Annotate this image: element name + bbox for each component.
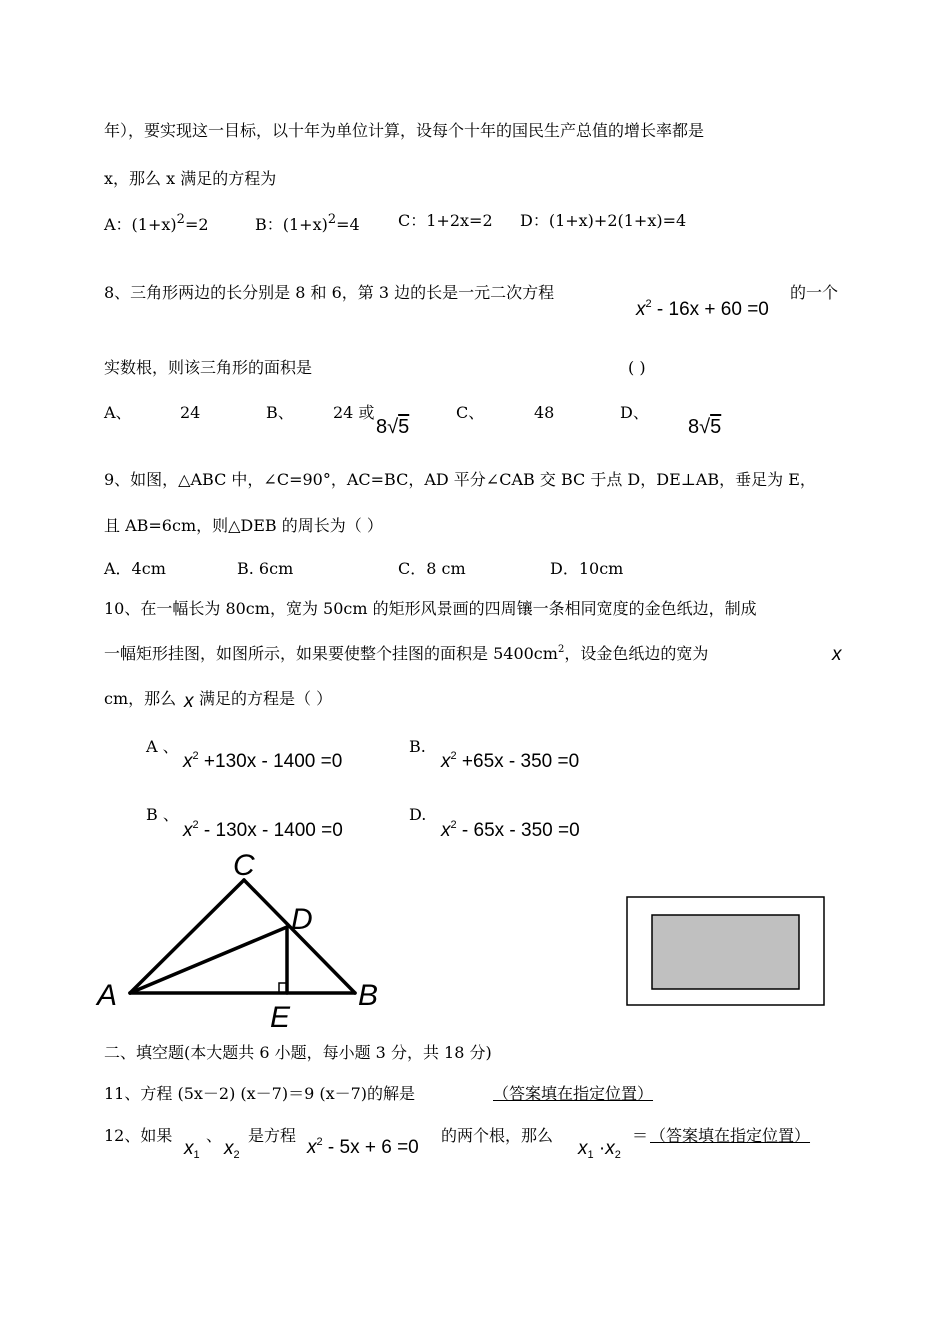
q10-option-c-label: B 、 bbox=[146, 805, 179, 824]
q8-option-d-radical: 8√5 bbox=[688, 416, 722, 438]
inner-picture bbox=[652, 915, 799, 989]
q10-line2-text: 一幅矩形挂图，如图所示，如果要使整个挂图的面积是 5400cm bbox=[104, 644, 558, 663]
q9-option-d: D．10cm bbox=[550, 559, 624, 578]
q11-answer-blank[interactable]: （答案填在指定位置） bbox=[493, 1084, 654, 1103]
q7-option-b bbox=[255, 213, 360, 233]
q8-option-b-radical: 8√5 bbox=[376, 416, 410, 438]
q10-option-d-eq-tail: - 65x - 350 =0 bbox=[456, 820, 580, 841]
vertex-label-e: E bbox=[270, 1001, 291, 1034]
q10-option-c-eq: $x^2 - 130x - 1400 =0$ bbox=[183, 819, 343, 841]
q9-option-b: B. 6cm bbox=[237, 559, 294, 578]
q8-equation: $x^2 - 16x + 60 =0$ bbox=[636, 298, 769, 320]
q8-option-c-value: 48 bbox=[534, 403, 555, 422]
q7-option-b-rhs: =4 bbox=[336, 215, 360, 234]
q8-line1-end: 的一个 bbox=[790, 283, 839, 302]
q10-var-x bbox=[832, 645, 842, 664]
q8-line1: 8、三角形两边的长分别是 8 和 6，第 3 边的长是一元二次方程 bbox=[104, 283, 555, 302]
q10-option-a-eq: $x^2 +130x - 1400 =0$ bbox=[183, 750, 343, 772]
vertex-label-b: B bbox=[358, 979, 379, 1012]
q10-option-d-label: D. bbox=[409, 805, 427, 824]
q9-line1: 9、如图，△ABC 中，∠C=90°，AC=BC，AD 平分∠CAB 交 BC 于点 D，DE⊥AB，垂足为 E， bbox=[104, 470, 816, 489]
q9-option-c: C．8 cm bbox=[398, 559, 466, 578]
vertex-label-a: A bbox=[97, 979, 118, 1012]
triangle-bisector-ad bbox=[130, 927, 287, 993]
vertex-label-d: D bbox=[291, 903, 313, 936]
q8-option-d-radicand: 5 bbox=[710, 416, 722, 438]
q9-option-a: A．4cm bbox=[104, 559, 166, 578]
q12-mid: 是方程 bbox=[248, 1126, 297, 1145]
q10-option-a-eq-tail: +130x - 1400 =0 bbox=[198, 751, 343, 772]
q12-equals: ＝ bbox=[632, 1126, 649, 1145]
q12-x2: $x_2$ bbox=[224, 1138, 240, 1161]
q12-start: 12、如果 bbox=[104, 1126, 173, 1145]
q8-option-b-label: B、 bbox=[266, 403, 294, 422]
section2-heading: 二、填空题(本大题共 6 小题，每小题 3 分，共 18 分) bbox=[104, 1043, 492, 1062]
q8-option-b-coef: 8 bbox=[376, 416, 388, 438]
q10-var-x-2-symbol: x bbox=[184, 691, 194, 712]
q10-line2-end: ，设金色纸边的宽为 bbox=[564, 644, 709, 663]
triangle-figure bbox=[95, 845, 395, 1035]
q7-option-b-base: B：(1+x) bbox=[255, 215, 328, 234]
q10-option-a-label: A 、 bbox=[146, 737, 179, 756]
q10-line3-end: 满足的方程是（ ） bbox=[199, 689, 333, 708]
q12-x1: $x_1$ bbox=[184, 1138, 200, 1161]
q9-line2: 且 AB=6cm，则△DEB 的周长为（ ） bbox=[104, 516, 383, 535]
q10-line2 bbox=[104, 645, 708, 662]
q10-option-b-eq-tail: +65x - 350 =0 bbox=[456, 751, 580, 772]
q10-line1: 10、在一幅长为 80cm，宽为 50cm 的矩形风景画的四周镶一条相同宽度的金色纸边，制成 bbox=[104, 599, 757, 618]
triangle-side-ac bbox=[130, 880, 244, 993]
q7-option-d: D：(1+x)+2(1+x)=4 bbox=[520, 211, 687, 230]
q7-option-a bbox=[104, 213, 209, 233]
q8-option-b-value: 24 或 bbox=[333, 403, 375, 422]
q12-answer-blank[interactable]: （答案填在指定位置） bbox=[650, 1126, 811, 1145]
q10-var-x-symbol: x bbox=[832, 644, 842, 665]
q10-option-b-eq: $x^2 +65x - 350 =0$ bbox=[441, 750, 580, 772]
q7-line2: x，那么 x 满足的方程为 bbox=[104, 169, 277, 188]
q8-option-d-label: D、 bbox=[620, 403, 649, 422]
q12-equation: $x^2 - 5x + 6 =0$ bbox=[307, 1136, 419, 1158]
q12-after: 的两个根，那么 bbox=[441, 1126, 554, 1145]
q7-line1: 年），要实现这一目标，以十年为单位计算，设每个十年的国民生产总值的增长率都是 bbox=[104, 121, 705, 140]
q7-option-a-base: A：(1+x) bbox=[104, 215, 177, 234]
q12-product: $x_1 \cdot x_2$ bbox=[578, 1138, 621, 1161]
q12-equation-tail: - 5x + 6 =0 bbox=[322, 1137, 419, 1158]
q8-answer-paren: ( ) bbox=[628, 358, 646, 377]
q7-option-a-exponent: 2 bbox=[176, 212, 185, 227]
q7-option-c: C：1+2x=2 bbox=[398, 211, 493, 230]
q7-option-a-rhs: =2 bbox=[184, 215, 209, 234]
q8-option-a-label: A、 bbox=[104, 403, 132, 422]
q10-option-b-label: B. bbox=[409, 737, 426, 756]
q10-line3-start: cm，那么 bbox=[104, 689, 177, 708]
q10-var-x-2 bbox=[184, 692, 194, 711]
q8-option-c-label: C、 bbox=[456, 403, 485, 422]
vertex-label-c: C bbox=[233, 849, 255, 882]
q8-line2: 实数根，则该三角形的面积是 bbox=[104, 358, 313, 377]
q10-option-c-eq-tail: - 130x - 1400 =0 bbox=[198, 820, 343, 841]
q8-option-a-value: 24 bbox=[180, 403, 201, 422]
q7-option-b-exponent: 2 bbox=[327, 212, 337, 227]
q10-area-exponent: 2 bbox=[557, 644, 565, 655]
q12-separator: 、 bbox=[206, 1126, 223, 1145]
q8-option-b-radicand: 5 bbox=[398, 416, 410, 438]
q8-option-d-coef: 8 bbox=[688, 416, 700, 438]
q10-option-d-eq: $x^2 - 65x - 350 =0$ bbox=[441, 819, 580, 841]
framed-picture-figure bbox=[620, 890, 832, 1012]
q8-equation-tail: - 16x + 60 =0 bbox=[651, 299, 769, 320]
q11-text: 11、方程 (5x－2) (x－7)＝9 (x－7)的解是 bbox=[104, 1084, 416, 1103]
